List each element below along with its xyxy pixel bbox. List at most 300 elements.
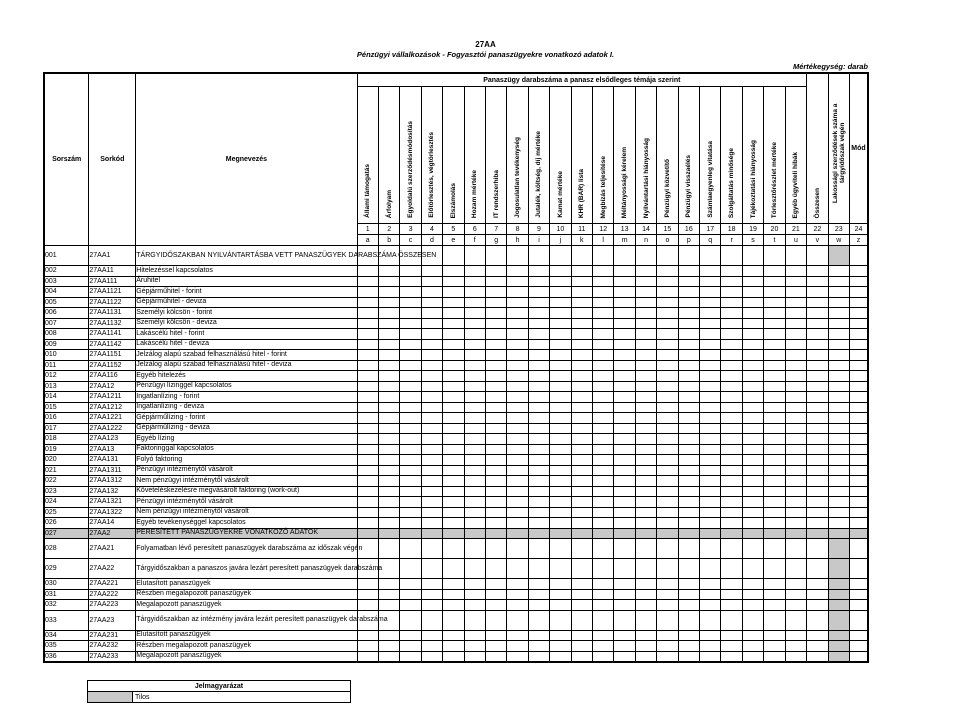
data-cell[interactable] [828, 371, 849, 382]
data-cell[interactable] [378, 455, 399, 466]
data-cell[interactable] [678, 651, 699, 662]
data-cell[interactable] [421, 371, 442, 382]
data-cell[interactable] [593, 539, 614, 559]
data-cell[interactable] [635, 246, 656, 266]
data-cell[interactable] [614, 507, 635, 518]
data-cell[interactable] [678, 641, 699, 652]
data-cell[interactable] [421, 392, 442, 403]
data-cell[interactable] [571, 486, 592, 497]
data-cell[interactable] [593, 434, 614, 445]
data-cell[interactable] [678, 318, 699, 329]
data-cell[interactable] [635, 444, 656, 455]
data-cell[interactable] [571, 287, 592, 298]
data-cell[interactable] [785, 318, 806, 329]
data-cell[interactable] [700, 287, 721, 298]
data-cell[interactable] [507, 381, 528, 392]
data-cell[interactable] [400, 392, 421, 403]
data-cell[interactable] [464, 287, 485, 298]
data-cell[interactable] [357, 287, 378, 298]
data-cell[interactable] [678, 402, 699, 413]
data-cell[interactable] [785, 246, 806, 266]
data-cell[interactable] [678, 455, 699, 466]
data-cell[interactable] [571, 434, 592, 445]
data-cell[interactable] [678, 610, 699, 630]
data-cell[interactable] [614, 423, 635, 434]
data-cell[interactable] [700, 413, 721, 424]
data-cell[interactable] [700, 276, 721, 287]
data-cell[interactable] [614, 402, 635, 413]
data-cell[interactable] [550, 329, 571, 340]
data-cell[interactable] [785, 444, 806, 455]
data-cell[interactable] [443, 287, 464, 298]
data-cell[interactable] [357, 476, 378, 487]
data-cell[interactable] [807, 413, 828, 424]
data-cell[interactable] [700, 559, 721, 579]
data-cell[interactable] [700, 371, 721, 382]
data-cell[interactable] [571, 497, 592, 508]
data-cell[interactable] [807, 402, 828, 413]
data-cell[interactable] [550, 559, 571, 579]
data-cell[interactable] [635, 486, 656, 497]
data-cell[interactable] [443, 559, 464, 579]
data-cell[interactable] [550, 589, 571, 600]
data-cell[interactable] [378, 465, 399, 476]
data-cell[interactable] [721, 589, 742, 600]
data-cell[interactable] [635, 497, 656, 508]
data-cell[interactable] [721, 497, 742, 508]
data-cell[interactable] [593, 423, 614, 434]
data-cell[interactable] [807, 318, 828, 329]
data-cell[interactable] [785, 381, 806, 392]
data-cell[interactable] [721, 455, 742, 466]
data-cell[interactable] [571, 246, 592, 266]
data-cell[interactable] [357, 589, 378, 600]
data-cell[interactable] [721, 360, 742, 371]
data-cell[interactable] [357, 497, 378, 508]
data-cell[interactable] [400, 579, 421, 590]
data-cell[interactable] [443, 518, 464, 529]
data-cell[interactable] [657, 518, 678, 529]
data-cell[interactable] [614, 476, 635, 487]
data-cell[interactable] [528, 413, 549, 424]
data-cell[interactable] [357, 507, 378, 518]
data-cell[interactable] [507, 486, 528, 497]
data-cell[interactable] [443, 579, 464, 590]
data-cell[interactable] [657, 329, 678, 340]
data-cell[interactable] [443, 630, 464, 641]
data-cell[interactable] [807, 339, 828, 350]
data-cell[interactable] [742, 434, 763, 445]
data-cell[interactable] [635, 308, 656, 319]
data-cell[interactable] [764, 434, 785, 445]
data-cell[interactable] [764, 266, 785, 277]
data-cell[interactable] [764, 486, 785, 497]
data-cell[interactable] [443, 402, 464, 413]
data-cell[interactable] [807, 444, 828, 455]
data-cell[interactable] [678, 600, 699, 611]
data-cell[interactable] [635, 423, 656, 434]
data-cell[interactable] [742, 486, 763, 497]
data-cell[interactable] [528, 392, 549, 403]
data-cell[interactable] [828, 465, 849, 476]
data-cell[interactable] [742, 413, 763, 424]
data-cell[interactable] [507, 350, 528, 361]
data-cell[interactable] [571, 423, 592, 434]
data-cell[interactable] [593, 318, 614, 329]
data-cell[interactable] [721, 329, 742, 340]
data-cell[interactable] [528, 518, 549, 529]
data-cell[interactable] [485, 486, 506, 497]
data-cell[interactable] [742, 392, 763, 403]
data-cell[interactable] [721, 381, 742, 392]
data-cell[interactable] [807, 600, 828, 611]
data-cell[interactable] [849, 402, 868, 413]
data-cell[interactable] [357, 276, 378, 287]
data-cell[interactable] [785, 350, 806, 361]
data-cell[interactable] [421, 651, 442, 662]
data-cell[interactable] [828, 381, 849, 392]
data-cell[interactable] [700, 297, 721, 308]
data-cell[interactable] [400, 371, 421, 382]
data-cell[interactable] [678, 486, 699, 497]
data-cell[interactable] [378, 539, 399, 559]
data-cell[interactable] [400, 318, 421, 329]
data-cell[interactable] [614, 392, 635, 403]
data-cell[interactable] [785, 465, 806, 476]
data-cell[interactable] [571, 455, 592, 466]
data-cell[interactable] [635, 610, 656, 630]
data-cell[interactable] [678, 630, 699, 641]
data-cell[interactable] [635, 287, 656, 298]
data-cell[interactable] [657, 444, 678, 455]
data-cell[interactable] [678, 297, 699, 308]
data-cell[interactable] [657, 371, 678, 382]
data-cell[interactable] [357, 360, 378, 371]
data-cell[interactable] [785, 589, 806, 600]
data-cell[interactable] [593, 246, 614, 266]
data-cell[interactable] [571, 559, 592, 579]
data-cell[interactable] [464, 371, 485, 382]
data-cell[interactable] [849, 329, 868, 340]
data-cell[interactable] [485, 539, 506, 559]
data-cell[interactable] [485, 497, 506, 508]
data-cell[interactable] [593, 455, 614, 466]
data-cell[interactable] [807, 434, 828, 445]
data-cell[interactable] [571, 318, 592, 329]
data-cell[interactable] [849, 539, 868, 559]
data-cell[interactable] [464, 339, 485, 350]
data-cell[interactable] [700, 434, 721, 445]
data-cell[interactable] [764, 329, 785, 340]
data-cell[interactable] [721, 246, 742, 266]
data-cell[interactable] [828, 651, 849, 662]
data-cell[interactable] [464, 423, 485, 434]
data-cell[interactable] [678, 497, 699, 508]
data-cell[interactable] [400, 539, 421, 559]
data-cell[interactable] [635, 360, 656, 371]
data-cell[interactable] [807, 465, 828, 476]
data-cell[interactable] [528, 465, 549, 476]
data-cell[interactable] [657, 266, 678, 277]
data-cell[interactable] [485, 465, 506, 476]
data-cell[interactable] [571, 539, 592, 559]
data-cell[interactable] [742, 350, 763, 361]
data-cell[interactable] [657, 287, 678, 298]
data-cell[interactable] [614, 308, 635, 319]
data-cell[interactable] [507, 360, 528, 371]
data-cell[interactable] [464, 329, 485, 340]
data-cell[interactable] [528, 266, 549, 277]
data-cell[interactable] [485, 360, 506, 371]
data-cell[interactable] [742, 297, 763, 308]
data-cell[interactable] [764, 392, 785, 403]
data-cell[interactable] [700, 497, 721, 508]
data-cell[interactable] [421, 610, 442, 630]
data-cell[interactable] [357, 444, 378, 455]
data-cell[interactable] [378, 350, 399, 361]
data-cell[interactable] [700, 360, 721, 371]
data-cell[interactable] [678, 392, 699, 403]
data-cell[interactable] [550, 651, 571, 662]
data-cell[interactable] [700, 589, 721, 600]
data-cell[interactable] [849, 308, 868, 319]
data-cell[interactable] [593, 413, 614, 424]
data-cell[interactable] [443, 266, 464, 277]
data-cell[interactable] [849, 630, 868, 641]
data-cell[interactable] [807, 360, 828, 371]
data-cell[interactable] [764, 308, 785, 319]
data-cell[interactable] [807, 579, 828, 590]
data-cell[interactable] [849, 465, 868, 476]
data-cell[interactable] [828, 308, 849, 319]
data-cell[interactable] [464, 630, 485, 641]
data-cell[interactable] [828, 297, 849, 308]
data-cell[interactable] [828, 486, 849, 497]
data-cell[interactable] [443, 381, 464, 392]
data-cell[interactable] [849, 610, 868, 630]
data-cell[interactable] [785, 297, 806, 308]
data-cell[interactable] [849, 497, 868, 508]
data-cell[interactable] [657, 434, 678, 445]
data-cell[interactable] [849, 350, 868, 361]
data-cell[interactable] [443, 413, 464, 424]
data-cell[interactable] [378, 641, 399, 652]
data-cell[interactable] [528, 329, 549, 340]
data-cell[interactable] [507, 600, 528, 611]
data-cell[interactable] [807, 641, 828, 652]
data-cell[interactable] [378, 308, 399, 319]
data-cell[interactable] [593, 641, 614, 652]
data-cell[interactable] [464, 266, 485, 277]
data-cell[interactable] [528, 287, 549, 298]
data-cell[interactable] [635, 455, 656, 466]
data-cell[interactable] [357, 465, 378, 476]
data-cell[interactable] [721, 318, 742, 329]
data-cell[interactable] [571, 413, 592, 424]
data-cell[interactable] [657, 539, 678, 559]
data-cell[interactable] [485, 455, 506, 466]
data-cell[interactable] [742, 465, 763, 476]
data-cell[interactable] [785, 276, 806, 287]
data-cell[interactable] [614, 497, 635, 508]
data-cell[interactable] [507, 329, 528, 340]
data-cell[interactable] [485, 246, 506, 266]
data-cell[interactable] [443, 486, 464, 497]
data-cell[interactable] [742, 381, 763, 392]
data-cell[interactable] [421, 339, 442, 350]
data-cell[interactable] [700, 402, 721, 413]
data-cell[interactable] [764, 630, 785, 641]
data-cell[interactable] [378, 444, 399, 455]
data-cell[interactable] [593, 381, 614, 392]
data-cell[interactable] [357, 350, 378, 361]
data-cell[interactable] [721, 423, 742, 434]
data-cell[interactable] [785, 339, 806, 350]
data-cell[interactable] [357, 318, 378, 329]
data-cell[interactable] [657, 402, 678, 413]
data-cell[interactable] [443, 465, 464, 476]
data-cell[interactable] [528, 318, 549, 329]
data-cell[interactable] [700, 318, 721, 329]
data-cell[interactable] [593, 507, 614, 518]
data-cell[interactable] [571, 276, 592, 287]
data-cell[interactable] [635, 329, 656, 340]
data-cell[interactable] [785, 641, 806, 652]
data-cell[interactable] [507, 371, 528, 382]
data-cell[interactable] [849, 371, 868, 382]
data-cell[interactable] [421, 266, 442, 277]
data-cell[interactable] [464, 579, 485, 590]
data-cell[interactable] [485, 651, 506, 662]
data-cell[interactable] [443, 423, 464, 434]
data-cell[interactable] [443, 507, 464, 518]
data-cell[interactable] [593, 329, 614, 340]
data-cell[interactable] [742, 371, 763, 382]
data-cell[interactable] [849, 444, 868, 455]
data-cell[interactable] [764, 413, 785, 424]
data-cell[interactable] [550, 413, 571, 424]
data-cell[interactable] [657, 318, 678, 329]
data-cell[interactable] [700, 539, 721, 559]
data-cell[interactable] [507, 297, 528, 308]
data-cell[interactable] [849, 559, 868, 579]
data-cell[interactable] [721, 486, 742, 497]
data-cell[interactable] [593, 360, 614, 371]
data-cell[interactable] [742, 246, 763, 266]
data-cell[interactable] [464, 318, 485, 329]
data-cell[interactable] [614, 350, 635, 361]
data-cell[interactable] [571, 392, 592, 403]
data-cell[interactable] [571, 630, 592, 641]
data-cell[interactable] [593, 497, 614, 508]
data-cell[interactable] [421, 444, 442, 455]
data-cell[interactable] [593, 589, 614, 600]
data-cell[interactable] [528, 476, 549, 487]
data-cell[interactable] [828, 339, 849, 350]
data-cell[interactable] [528, 381, 549, 392]
data-cell[interactable] [464, 360, 485, 371]
data-cell[interactable] [507, 308, 528, 319]
data-cell[interactable] [721, 402, 742, 413]
data-cell[interactable] [378, 339, 399, 350]
data-cell[interactable] [807, 486, 828, 497]
data-cell[interactable] [507, 318, 528, 329]
data-cell[interactable] [785, 476, 806, 487]
data-cell[interactable] [443, 339, 464, 350]
data-cell[interactable] [421, 476, 442, 487]
data-cell[interactable] [550, 350, 571, 361]
data-cell[interactable] [464, 651, 485, 662]
data-cell[interactable] [485, 589, 506, 600]
data-cell[interactable] [464, 297, 485, 308]
data-cell[interactable] [443, 371, 464, 382]
data-cell[interactable] [678, 371, 699, 382]
data-cell[interactable] [571, 350, 592, 361]
data-cell[interactable] [764, 444, 785, 455]
data-cell[interactable] [528, 423, 549, 434]
data-cell[interactable] [764, 423, 785, 434]
data-cell[interactable] [614, 329, 635, 340]
data-cell[interactable] [678, 465, 699, 476]
data-cell[interactable] [700, 308, 721, 319]
data-cell[interactable] [849, 486, 868, 497]
data-cell[interactable] [464, 539, 485, 559]
data-cell[interactable] [742, 559, 763, 579]
data-cell[interactable] [742, 402, 763, 413]
data-cell[interactable] [785, 486, 806, 497]
data-cell[interactable] [485, 507, 506, 518]
data-cell[interactable] [443, 589, 464, 600]
data-cell[interactable] [742, 476, 763, 487]
data-cell[interactable] [657, 423, 678, 434]
data-cell[interactable] [400, 287, 421, 298]
data-cell[interactable] [785, 360, 806, 371]
data-cell[interactable] [507, 465, 528, 476]
data-cell[interactable] [657, 486, 678, 497]
data-cell[interactable] [485, 350, 506, 361]
data-cell[interactable] [593, 339, 614, 350]
data-cell[interactable] [614, 486, 635, 497]
data-cell[interactable] [614, 276, 635, 287]
data-cell[interactable] [593, 651, 614, 662]
data-cell[interactable] [378, 630, 399, 641]
data-cell[interactable] [807, 329, 828, 340]
data-cell[interactable] [678, 360, 699, 371]
data-cell[interactable] [571, 266, 592, 277]
data-cell[interactable] [485, 423, 506, 434]
data-cell[interactable] [614, 381, 635, 392]
data-cell[interactable] [657, 308, 678, 319]
data-cell[interactable] [764, 318, 785, 329]
data-cell[interactable] [550, 444, 571, 455]
data-cell[interactable] [678, 308, 699, 319]
data-cell[interactable] [507, 630, 528, 641]
data-cell[interactable] [550, 402, 571, 413]
data-cell[interactable] [678, 444, 699, 455]
data-cell[interactable] [614, 610, 635, 630]
data-cell[interactable] [421, 465, 442, 476]
data-cell[interactable] [721, 507, 742, 518]
data-cell[interactable] [357, 600, 378, 611]
data-cell[interactable] [378, 413, 399, 424]
data-cell[interactable] [571, 360, 592, 371]
data-cell[interactable] [378, 266, 399, 277]
data-cell[interactable] [378, 287, 399, 298]
data-cell[interactable] [742, 507, 763, 518]
data-cell[interactable] [400, 497, 421, 508]
data-cell[interactable] [785, 413, 806, 424]
data-cell[interactable] [828, 539, 849, 559]
